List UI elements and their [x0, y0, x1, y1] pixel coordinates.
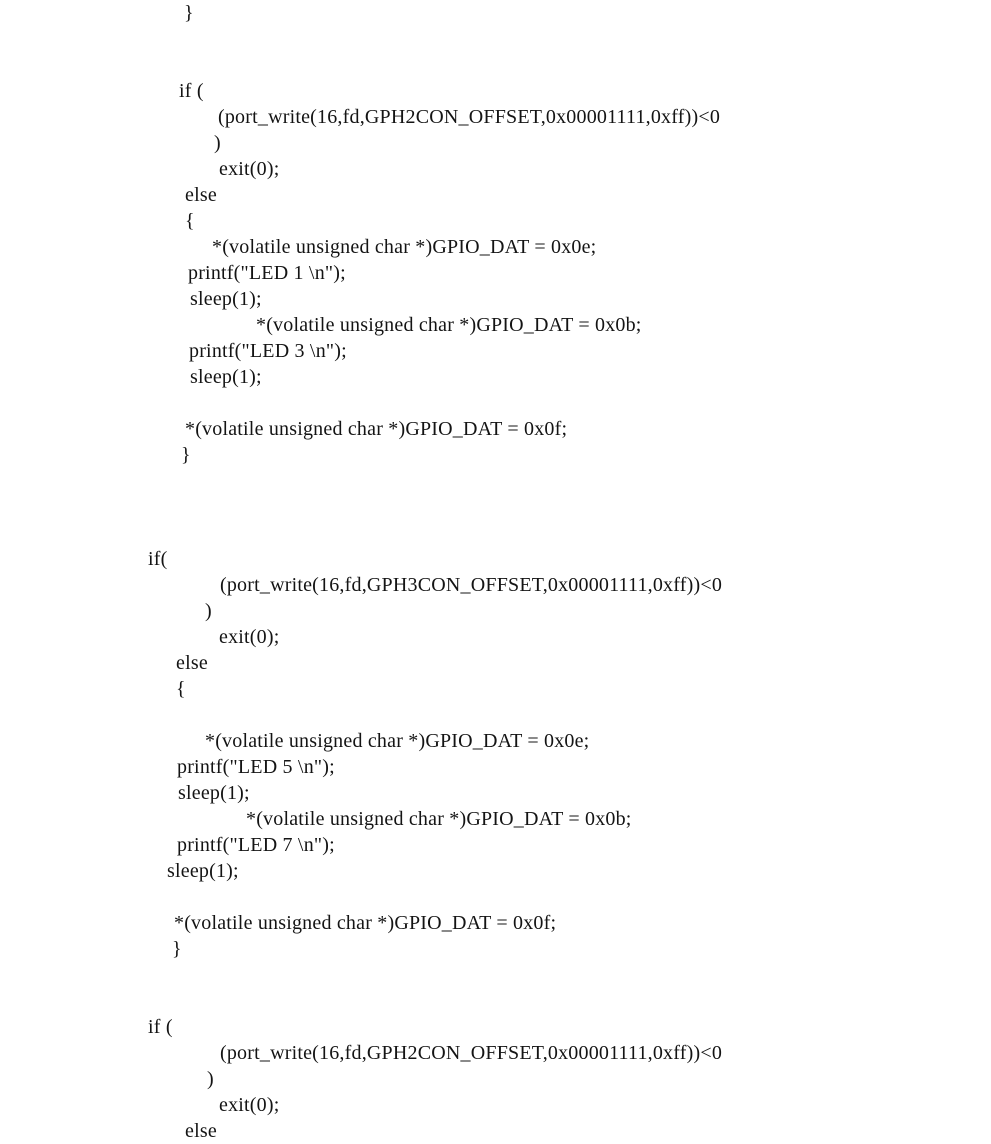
code-line — [0, 26, 991, 52]
code-line: sleep(1); — [167, 860, 239, 882]
code-line: (port_write(16,fd,GPH3CON_OFFSET,0x00001111,0xff))<0 — [220, 574, 723, 596]
code-line: *(volatile unsigned char *)GPIO_DAT = 0x0b; — [256, 314, 642, 336]
code-line — [0, 988, 991, 1014]
code-line: *(volatile unsigned char *)GPIO_DAT = 0x0e; — [212, 236, 597, 258]
code-line: (port_write(16,fd,GPH2CON_OFFSET,0x00001111,0xff))<0 — [220, 1042, 723, 1064]
code-line: printf("LED 7 \n"); — [177, 834, 335, 856]
code-line: *(volatile unsigned char *)GPIO_DAT = 0x0f; — [174, 912, 557, 934]
code-line: { — [185, 210, 195, 232]
code-line: if( — [148, 548, 168, 570]
code-line: ) — [214, 132, 221, 154]
code-line: *(volatile unsigned char *)GPIO_DAT = 0x0f; — [185, 418, 568, 440]
code-line: exit(0); — [219, 1094, 280, 1116]
code-line: printf("LED 1 \n"); — [188, 262, 346, 284]
code-line: if ( — [179, 80, 204, 102]
code-line: } — [181, 444, 191, 466]
code-line: ) — [205, 600, 212, 622]
code-line: ) — [207, 1068, 214, 1090]
code-line — [0, 520, 991, 546]
code-line: sleep(1); — [178, 782, 250, 804]
code-line: printf("LED 5 \n"); — [177, 756, 335, 778]
code-line: exit(0); — [219, 626, 280, 648]
code-line — [0, 468, 991, 494]
code-line — [0, 962, 991, 988]
code-line — [0, 494, 991, 520]
code-line — [0, 52, 991, 78]
code-line: } — [172, 938, 182, 960]
code-line: printf("LED 3 \n"); — [189, 340, 347, 362]
code-line: sleep(1); — [190, 288, 262, 310]
code-line: *(volatile unsigned char *)GPIO_DAT = 0x0b; — [246, 808, 632, 830]
code-line: exit(0); — [219, 158, 280, 180]
code-line: else — [185, 184, 217, 206]
code-line — [0, 884, 991, 910]
code-line — [0, 702, 991, 728]
code-line: else — [176, 652, 208, 674]
code-line: } — [184, 2, 194, 24]
code-line: { — [176, 678, 186, 700]
code-line: sleep(1); — [190, 366, 262, 388]
code-line: *(volatile unsigned char *)GPIO_DAT = 0x0e; — [205, 730, 590, 752]
code-line — [0, 390, 991, 416]
code-line: (port_write(16,fd,GPH2CON_OFFSET,0x00001111,0xff))<0 — [218, 106, 721, 128]
code-line: if ( — [148, 1016, 173, 1038]
code-line: else — [185, 1120, 217, 1142]
